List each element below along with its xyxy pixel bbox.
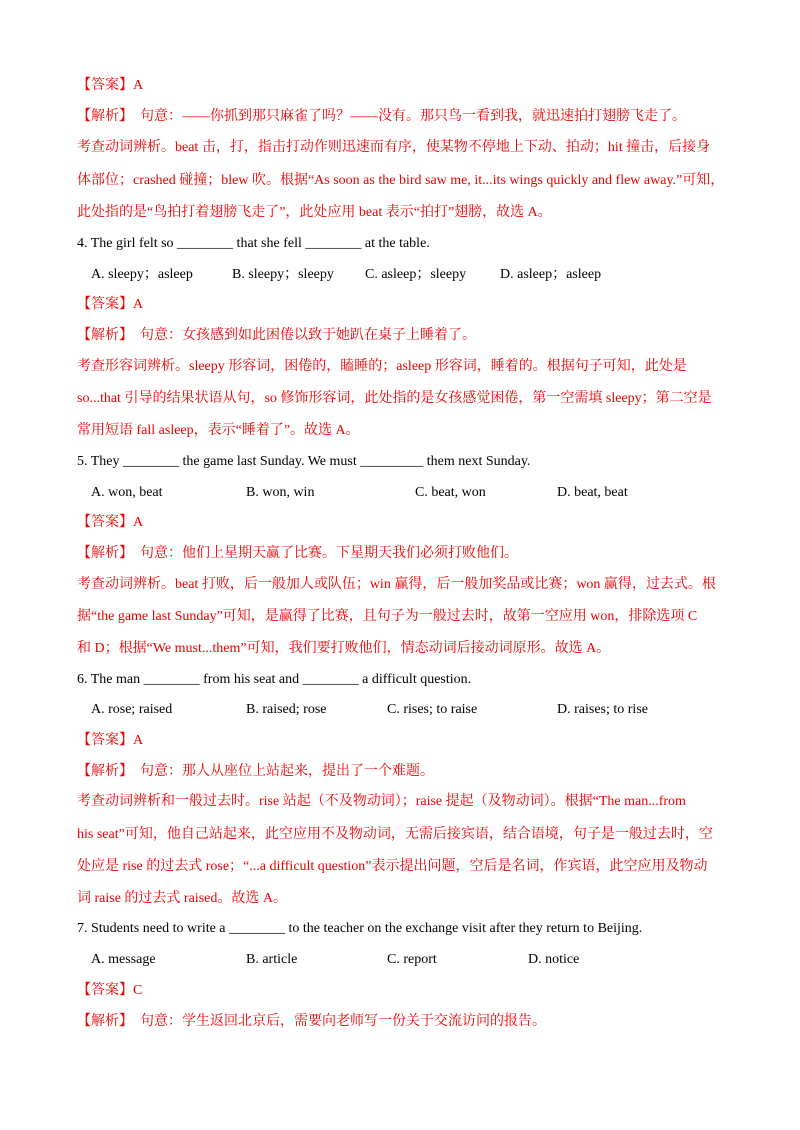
answer-line — [77, 982, 142, 1000]
analysis-intro: 句意：学生返回北京后，需要向老师写一份关于交流访问的报告。 — [140, 1014, 546, 1029]
analysis-text-line: 处应是 rise 的过去式 rose；“...a difficult question”表示提出问题，空后是名词，作宾语，此空应用及物动 — [77, 859, 708, 874]
analysis-text-line: 常用短语 fall asleep，表示“睡着了”。故选 A。 — [77, 423, 360, 438]
answer-tag: 【答案】 — [77, 733, 133, 748]
option-c: C. report — [387, 952, 437, 967]
question-stem: 7. Students need to write a ________ to the teacher on the exchange visit after they return to Beijing. — [77, 921, 643, 936]
option-d: D. asleep；asleep — [500, 267, 602, 282]
analysis-text-line: 据“the game last Sunday”可知，是赢得了比赛，且句子为一般过去时，故第一空应用 won，排除选项 C — [77, 609, 698, 624]
analysis-intro-line — [77, 545, 518, 563]
option-b: B. sleepy；sleepy — [232, 267, 334, 282]
option-b: B. raised; rose — [246, 702, 327, 717]
analysis-intro: 句意：女孩感到如此困倦以致于她趴在桌子上睡着了。 — [140, 328, 476, 343]
answer-tag: 【答案】 — [77, 515, 133, 530]
analysis-intro: 句意：那人从座位上站起来，提出了一个难题。 — [140, 764, 434, 779]
option-d: D. beat, beat — [557, 485, 628, 500]
option-d: D. raises; to rise — [557, 702, 648, 717]
analysis-text-line: 考查动词辨析。beat 击，打，指击打动作则迅速而有序，使某物不停地上下动、拍动；hit 撞击，后接身 — [77, 140, 711, 155]
analysis-tag: 【解析】 — [77, 764, 133, 779]
question-stem: 6. The man ________ from his seat and ________ a difficult question. — [77, 672, 472, 687]
option-a: A. won, beat — [91, 485, 163, 500]
analysis-text-line: 体部位；crashed 碰撞；blew 吹。根据“As soon as the bird saw me, it...its wings quickly and flew away.”可知， — [77, 173, 725, 188]
analysis-text-line: so...that 引导的结果状语从句，so 修饰形容词，此处指的是女孩感觉困倦，第一空需填 sleepy；第二空是 — [77, 391, 712, 406]
answer-value: C — [133, 983, 143, 998]
analysis-intro-line — [77, 108, 686, 126]
analysis-intro-line — [77, 763, 434, 781]
answer-tag: 【答案】 — [77, 983, 133, 998]
analysis-intro: 句意：他们上星期天赢了比赛。下星期天我们必须打败他们。 — [140, 546, 518, 561]
option-a: A. message — [91, 952, 156, 967]
analysis-tag: 【解析】 — [77, 1014, 133, 1029]
answer-tag: 【答案】 — [77, 297, 133, 312]
analysis-text-line: 考查形容词辨析。sleepy 形容词，困倦的，瞌睡的；asleep 形容词，睡着的。根据句子可知，此处是 — [77, 359, 687, 374]
analysis-text-line: 和 D；根据“We must...them”可知，我们要打败他们，情态动词后接动词原形。故选 A。 — [77, 641, 611, 656]
option-b: B. article — [246, 952, 298, 967]
analysis-intro-line — [77, 1013, 546, 1031]
answer-value: A — [133, 515, 144, 530]
analysis-text-line: 考查动词辨析和一般过去时。rise 站起（不及物动词）；raise 提起（及物动词）。根据“The man...from — [77, 794, 686, 809]
option-c: C. beat, won — [415, 485, 486, 500]
analysis-text-line: his seat”可知，他自己站起来，此空应用不及物动词，无需后接宾语，结合语境，句子是一般过去时，空 — [77, 827, 713, 842]
answer-line — [77, 77, 143, 95]
answer-line — [77, 514, 143, 532]
answer-line — [77, 732, 143, 750]
analysis-intro-line — [77, 327, 476, 345]
question-stem: 5. They ________ the game last Sunday. We must _________ them next Sunday. — [77, 454, 531, 469]
option-a: A. rose; raised — [91, 702, 173, 717]
analysis-text-line: 考查动词辨析。beat 打败，后一般加人或队伍；win 赢得，后一般加奖品或比赛；won 赢得，过去式。根 — [77, 577, 716, 592]
analysis-tag: 【解析】 — [77, 328, 133, 343]
answer-tag: 【答案】 — [77, 78, 133, 93]
option-a: A. sleepy；asleep — [91, 267, 193, 282]
option-d: D. notice — [528, 952, 580, 967]
analysis-text-line: 此处指的是“鸟拍打着翅膀飞走了”，此处应用 beat 表示“拍打”翅膀，故选 A。 — [77, 205, 552, 220]
answer-value: A — [133, 733, 144, 748]
answer-line — [77, 296, 143, 314]
analysis-tag: 【解析】 — [77, 109, 133, 124]
option-c: C. asleep；sleepy — [365, 267, 467, 282]
option-b: B. won, win — [246, 485, 315, 500]
answer-value: A — [133, 78, 144, 93]
analysis-text-line: 词 raise 的过去式 raised。故选 A。 — [77, 891, 287, 906]
answer-value: A — [133, 297, 144, 312]
question-stem: 4. The girl felt so ________ that she fell ________ at the table. — [77, 236, 430, 251]
option-c: C. rises; to raise — [387, 702, 478, 717]
analysis-intro: 句意：——你抓到那只麻雀了吗？——没有。那只鸟一看到我，就迅速拍打翅膀飞走了。 — [140, 109, 686, 124]
analysis-tag: 【解析】 — [77, 546, 133, 561]
